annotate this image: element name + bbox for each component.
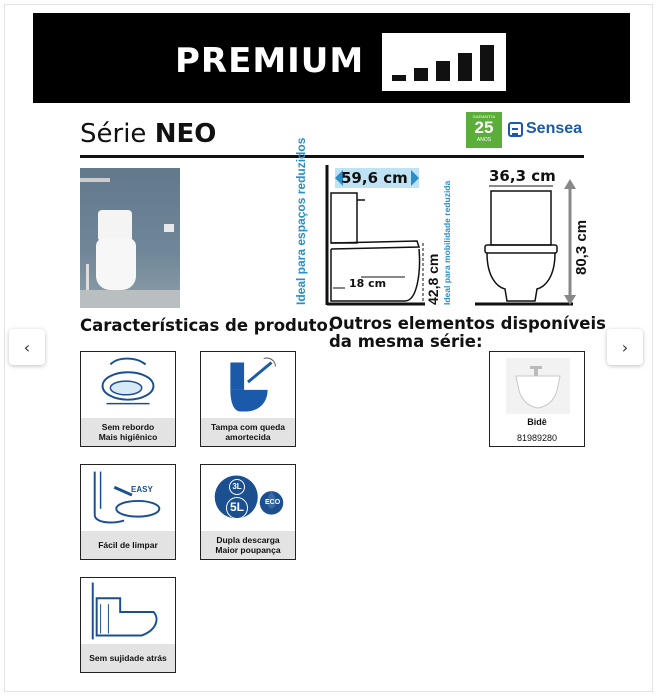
other-elements-heading: Outros elementos disponíveis da mesma série:: [329, 314, 606, 351]
feature-soft-close: [200, 351, 296, 447]
easy-badge: EASY: [131, 485, 153, 494]
wall-distance-dimension: 18 cm: [349, 277, 387, 290]
flush-large-label: 5L: [226, 497, 248, 519]
warranty-label: ANOS: [476, 137, 492, 143]
feature-dual-flush: [200, 464, 296, 560]
feature-rimless: [80, 351, 176, 447]
feature-line1: Sem rebordo: [101, 422, 155, 432]
feature-easy-clean: [80, 464, 176, 560]
feature-line1: Dupla descarga: [216, 535, 280, 545]
feature-line1: Fácil de limpar: [98, 540, 158, 550]
warranty-years: 25: [474, 118, 494, 137]
feature-line2: amortecida: [225, 432, 271, 442]
related-code: 81989280: [516, 433, 558, 443]
characteristics-heading: Características de produto:: [80, 316, 335, 335]
dual-flush-icon: [201, 465, 295, 531]
ideal-mobility-text: Ideal para mobilidade reduzida: [442, 180, 452, 305]
feature-line2: Mais higiênico: [98, 432, 158, 442]
series-prefix: Série: [80, 119, 147, 149]
bidet-icon: [506, 358, 570, 414]
series-name: NEO: [154, 119, 217, 149]
banner-title: PREMIUM: [175, 41, 365, 81]
flush-small-label: 3L: [229, 479, 245, 495]
feature-line2: Maior poupança: [215, 545, 281, 555]
next-button[interactable]: ›: [607, 329, 643, 365]
feature-line1: Tampa com queda: [211, 422, 285, 432]
rimless-bowl-icon: [81, 352, 175, 418]
seat-height-dimension: 42,8 cm: [425, 253, 441, 305]
width-dimension: 59,6 cm: [341, 169, 408, 187]
warranty-top: GARANTIA: [472, 114, 496, 119]
side-view-drawing: [5, 5, 654, 325]
related-name: Bidê: [527, 417, 547, 427]
tank-width-dimension: 36,3 cm: [489, 167, 556, 185]
total-height-dimension: 80,3 cm: [573, 219, 590, 275]
easy-clean-icon: [81, 465, 175, 531]
feature-back-to-wall: [80, 577, 176, 673]
product-card: [4, 4, 653, 692]
ideal-small-spaces-text: Ideal para espaços reduzidos: [294, 137, 308, 305]
back-to-wall-icon: [81, 578, 175, 644]
eco-label: ECO: [265, 499, 281, 506]
brand-name: Sensea: [526, 120, 583, 137]
feature-line1: Sem sujidade atrás: [89, 653, 167, 663]
related-bidet-card[interactable]: [489, 351, 585, 447]
prev-button[interactable]: ‹: [9, 329, 45, 365]
soft-close-lid-icon: [201, 352, 295, 418]
